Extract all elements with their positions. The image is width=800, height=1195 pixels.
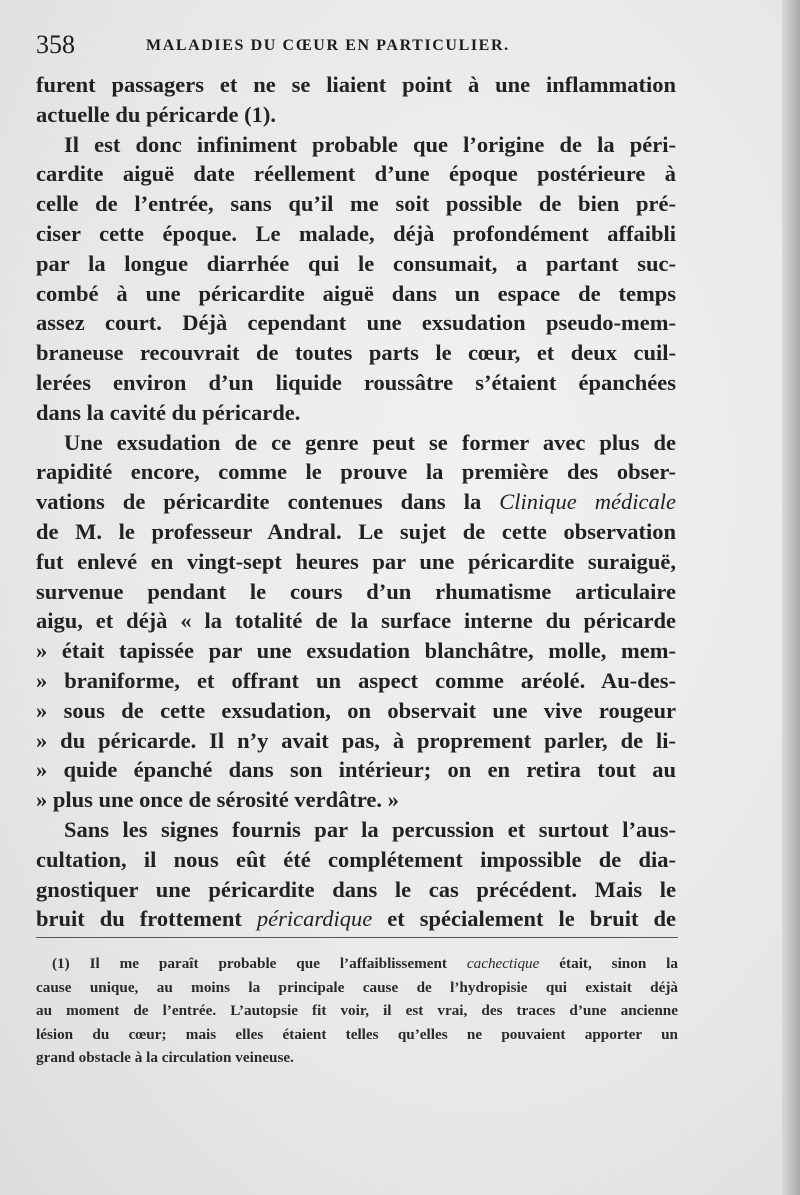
- text-line: survenue pendant le cours d’un rhumatisme articulaire: [36, 578, 676, 604]
- text-line: de M. le professeur Andral. Le sujet de cette observation: [36, 518, 676, 544]
- footnote-line: cause unique, au moins la principale cause de l’hydropisie qui existait déjà: [36, 978, 678, 996]
- text-line: combé à une péricardite aiguë dans un espace de temps: [36, 280, 676, 306]
- text-line: gnostiquer une péricardite dans le cas précédent. Mais le: [36, 876, 676, 902]
- text-line: fut enlevé en vingt-sept heures par une péricardite suraiguë,: [36, 548, 676, 574]
- text-line: lerées environ d’un liquide roussâtre s’étaient épanchées: [36, 369, 676, 395]
- text-line: Une exsudation de ce genre peut se former avec plus de: [64, 429, 676, 455]
- text-line: dans la cavité du péricarde.: [36, 399, 301, 425]
- text-line: ciser cette époque. Le malade, déjà profondément affaibli: [36, 220, 676, 246]
- page-edge: [782, 0, 800, 1195]
- text-line: Il est donc infiniment probable que l’origine de la péri-: [64, 131, 676, 157]
- text-line: » était tapissée par une exsudation blanchâtre, molle, mem-: [36, 638, 676, 664]
- footnote-rule: [36, 937, 678, 938]
- text-line: » quide épanché dans son intérieur; on en retira tout au: [36, 757, 676, 783]
- text-line: braneuse recouvrait de toutes parts le cœur, et deux cuil-: [36, 340, 676, 366]
- text-line: cardite aiguë date réellement d’une époque postérieure à: [36, 161, 676, 187]
- text-line: furent passagers et ne se liaient point à une inflammation: [36, 72, 676, 97]
- text-line: Sans les signes fournis par la percussion et surtout l’aus-: [64, 816, 676, 842]
- text-line: » braniforme, et offrant un aspect comme aréolé. Au-des-: [36, 667, 676, 693]
- text-line: cultation, il nous eût été complétement impossible de dia-: [36, 846, 676, 872]
- text-line: rapidité encore, comme le prouve la première des obser-: [36, 459, 676, 485]
- body-text: [36, 70, 676, 934]
- text-line: par la longue diarrhée qui le consumait, a partant suc-: [36, 250, 676, 276]
- text-line: » plus une once de sérosité verdâtre. »: [36, 787, 399, 813]
- footnote-line: grand obstacle à la circulation veineuse.: [36, 1049, 294, 1067]
- text-line: actuelle du péricarde (1).: [36, 101, 276, 127]
- footnote-line: lésion du cœur; mais elles étaient telles qu’elles ne pouvaient apporter un: [36, 1025, 678, 1043]
- footnote-line: (1) Il me paraît probable que l’affaiblissement cachectique était, sinon la: [52, 955, 678, 972]
- text-line: vations de péricardite contenues dans la Clinique médicale: [36, 489, 676, 515]
- text-line: bruit du frottement péricardique et spécialement le bruit de: [36, 906, 676, 932]
- page-header: [36, 30, 676, 64]
- text-line: » du péricarde. Il n’y avait pas, à proprement parler, de li-: [36, 727, 676, 753]
- running-title: MALADIES DU CŒUR EN PARTICULIER.: [146, 37, 510, 54]
- footnotes: [36, 952, 678, 1070]
- text-line: aigu, et déjà « la totalité de la surface interne du péricarde: [36, 608, 676, 634]
- text-line: celle de l’entrée, sans qu’il me soit possible de bien pré-: [36, 191, 676, 217]
- footnote-line: au moment de l’entrée. L’autopsie fit voir, il est vrai, des traces d’une ancienne: [36, 1002, 678, 1020]
- text-line: assez court. Déjà cependant une exsudation pseudo-mem-: [36, 310, 676, 336]
- page-number: 358: [36, 30, 75, 59]
- text-line: » sous de cette exsudation, on observait une vive rougeur: [36, 697, 676, 723]
